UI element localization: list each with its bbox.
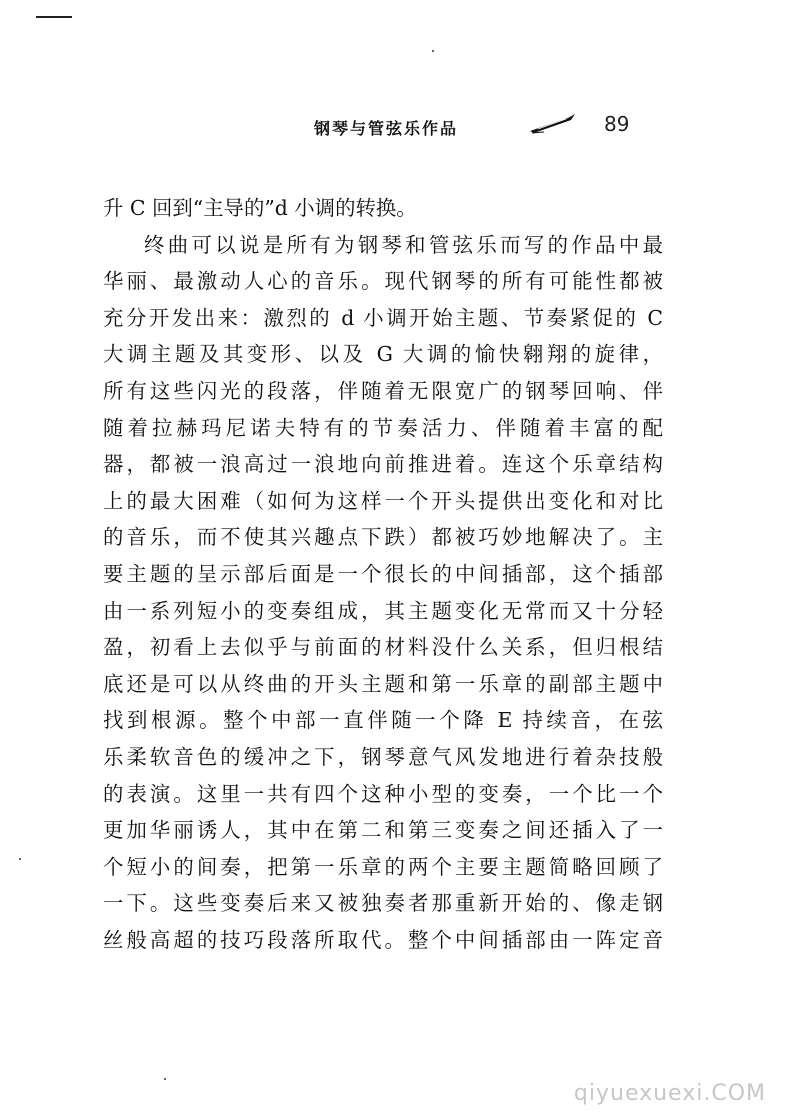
pen-nib-icon: [528, 112, 576, 134]
text-line: 所有这些闪光的段落，伴随着无限宽广的钢琴回响、伴: [103, 378, 663, 403]
text-line: 要主题的呈示部后面是一个很长的中间插部，这个插部: [103, 561, 663, 586]
running-head-title: 钢琴与管弦乐作品: [314, 119, 459, 138]
text-line: 随着拉赫玛尼诺夫特有的节奏活力、伴随着丰富的配: [103, 415, 663, 440]
scan-speck: [19, 858, 21, 860]
text-line: 乐柔软音色的缓冲之下，钢琴意气风发地进行着杂技般: [103, 744, 663, 769]
text-line: 个短小的间奏，把第一乐章的两个主要主题简略回顾了: [103, 854, 663, 879]
page-number: 89: [604, 112, 630, 136]
site-watermark: qiyuexuexi.COM: [573, 1081, 766, 1106]
text-line: 丝般高超的技巧段落所取代。整个中间插部由一阵定音: [103, 927, 663, 952]
text-line: 充分开发出来：激烈的 d 小调开始主题、节奏紧促的 C: [103, 305, 663, 330]
text-line: 上的最大困难（如何为这样一个开头提供出变化和对比: [103, 488, 663, 513]
text-line: 的表演。这里一共有四个这种小型的变奏，一个比一个: [103, 781, 663, 806]
text-line: 的音乐，而不使其兴趣点下跌）都被巧妙地解决了。主: [103, 525, 663, 550]
scan-speck: [164, 1078, 166, 1080]
text-line: 找到根源。整个中部一直伴随一个降 E 持续音，在弦: [103, 708, 663, 733]
text-line: 底还是可以从终曲的开头主题和第一乐章的副部主题中: [103, 671, 663, 696]
text-line: 盈，初看上去似乎与前面的材料没什么关系，但归根结: [103, 635, 663, 660]
text-line: 由一系列短小的变奏组成，其主题变化无常而又十分轻: [103, 598, 663, 623]
text-line: 华丽、最激动人心的音乐。现代钢琴的所有可能性都被: [103, 269, 663, 294]
text-line: 更加华丽诱人，其中在第二和第三变奏之间还插入了一: [103, 818, 663, 843]
scan-speck: [432, 50, 434, 52]
text-line: 升 C 回到“主导的”d 小调的转换。: [103, 196, 417, 220]
text-line: 大调主题及其变形、以及 G 大调的愉快翱翔的旋律，: [103, 342, 663, 367]
body-text: [103, 190, 663, 958]
text-line: 器，都被一浪高过一浪地向前推进着。连这个乐章结构: [103, 452, 663, 477]
top-rule: [36, 16, 72, 18]
text-line: 终曲可以说是所有为钢琴和管弦乐而写的作品中最: [144, 232, 663, 257]
text-line: 一下。这些变奏后来又被独奏者那重新开始的、像走钢: [103, 891, 663, 916]
